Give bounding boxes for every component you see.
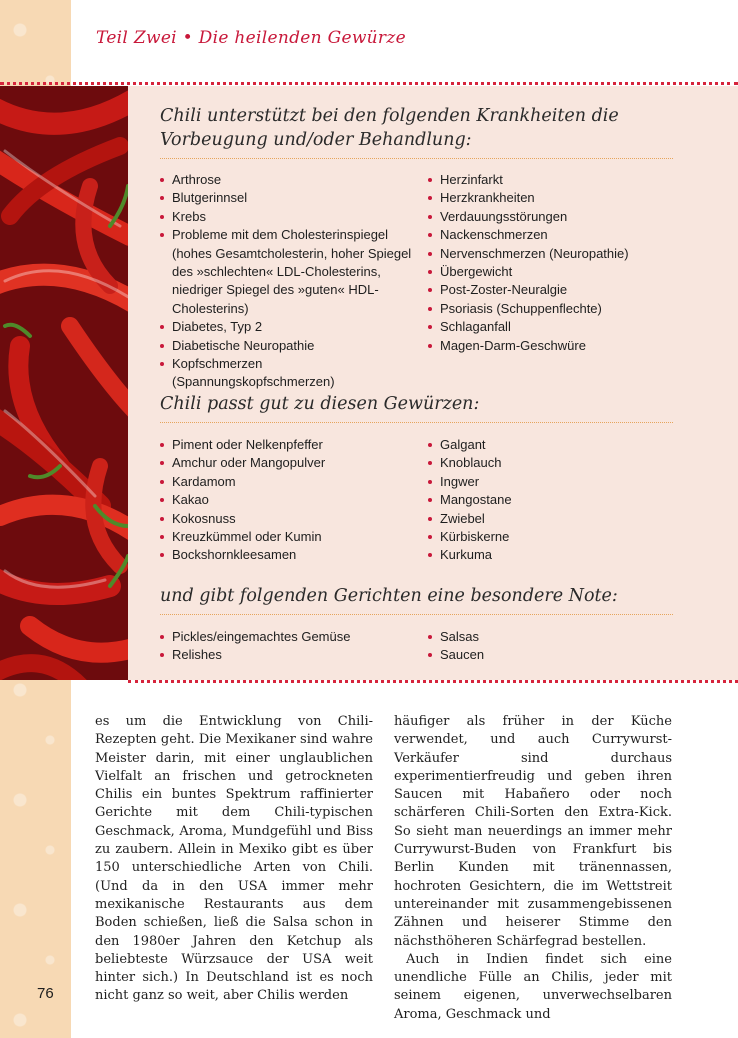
list-item: Kokosnuss (160, 510, 412, 528)
spice-list-right (428, 436, 708, 565)
list-item: Herzkrankheiten (428, 189, 708, 207)
dish-list-left (160, 628, 412, 665)
body-column-left (95, 713, 373, 1006)
body-paragraph: Auch in Indien findet sich eine unendliche Fülle an Chilis, jeder mit seinem eigenen, unverwechselbaren Aroma, Geschmack und (394, 951, 672, 1022)
top-dotted-rule (0, 82, 738, 85)
list-item: Nackenschmerzen (428, 226, 708, 244)
dish-list-right (428, 628, 708, 665)
list-item: Kürbiskerne (428, 528, 708, 546)
section-heading-spices: Chili passt gut zu diesen Gewürzen: (160, 394, 480, 414)
list-item: Schlaganfall (428, 318, 708, 336)
spice-list-left (160, 436, 412, 565)
list-item: Galgant (428, 436, 708, 454)
list-item: Kurkuma (428, 546, 708, 564)
list-item: Magen-Darm-Geschwüre (428, 337, 708, 355)
list-item: Pickles/eingemachtes Gemüse (160, 628, 412, 646)
dotted-rule (160, 422, 673, 423)
list-item: Salsas (428, 628, 708, 646)
list-item: Post-Zoster-Neuralgie (428, 281, 708, 299)
disease-list-left (160, 171, 412, 392)
body-column-right (394, 713, 672, 1024)
chili-peppers-image (0, 86, 128, 680)
list-item: Diabetes, Typ 2 (160, 318, 412, 336)
list-item: Diabetische Neuropathie (160, 337, 412, 355)
list-item: Probleme mit dem Cholesterinspiegel (hohes Gesamtcholesterin, hoher Spiegel des »schlechten« LDL-Cholesterins, niedriger Spiegel des »guten« HDL-Cholesterins) (160, 226, 412, 318)
body-paragraph: häufiger als früher in der Küche verwendet, und auch Currywurst-Verkäufer sind durchaus experimentierfreudig und geben ihren Saucen mit Habañero oder noch schärferen Chili-Sorten den Extra-Kick. So sieht man neuerdings an immer mehr Currywurst-Buden von Frankfurt bis Berlin Kunden mit tränennassen, hochroten Gesichtern, die im Wettstreit untereinander mit zusammengebissenen Zähnen und heiserer Stimme den nächsthöheren Schärfegrad bestellen. (394, 714, 672, 949)
list-item: Herzinfarkt (428, 171, 708, 189)
section-heading-diseases: Chili unterstützt bei den folgenden Krankheiten die Vorbeugung und/oder Behandlung: (160, 106, 619, 150)
list-item: Kardamom (160, 473, 412, 491)
list-item: Übergewicht (428, 263, 708, 281)
list-item: Nervenschmerzen (Neuropathie) (428, 245, 708, 263)
list-item: Amchur oder Mangopulver (160, 454, 412, 472)
page-number: 76 (37, 985, 54, 1002)
list-item: Mangostane (428, 491, 708, 509)
body-paragraph: es um die Entwicklung von Chili-Rezepten geht. Die Mexikaner sind wahre Meister darin, mit einer unglaublichen Vielfalt an frischen und getrockneten Chilis ein buntes Spektrum raffinierter Gerichte mit dem Chili-typischen Geschmack, Aroma, Mundgefühl und Biss zu zaubern. Allein in Mexiko gibt es über 150 unterschiedliche Arten von Chili. (Und da in den USA immer mehr mexikanische Restaurants aus dem Boden schießen, ließ die Salsa schon in den 1980er Jahren den Ketchup als beliebteste Würzsauce der USA weit hinter sich.) In Deutschland ist es noch nicht ganz so weit, aber Chilis werden (95, 714, 373, 1004)
list-item: Bockshornkleesamen (160, 546, 412, 564)
list-item: Kreuzkümmel oder Kumin (160, 528, 412, 546)
list-item: Zwiebel (428, 510, 708, 528)
list-item: Blutgerinnsel (160, 189, 412, 207)
list-item: Arthrose (160, 171, 412, 189)
dotted-rule (160, 158, 673, 159)
list-item: Piment oder Nelkenpfeffer (160, 436, 412, 454)
list-item: Krebs (160, 208, 412, 226)
disease-list-right (428, 171, 708, 355)
list-item: Relishes (160, 646, 412, 664)
list-item: Kakao (160, 491, 412, 509)
bottom-dotted-rule (128, 680, 738, 683)
list-item: Verdauungsstörungen (428, 208, 708, 226)
section-heading-dishes: und gibt folgenden Gerichten eine besondere Note: (160, 586, 618, 606)
running-header: Teil Zwei • Die heilenden Gewürze (96, 28, 406, 48)
list-item: Kopfschmerzen (Spannungskopfschmerzen) (160, 355, 412, 392)
list-item: Psoriasis (Schuppenflechte) (428, 300, 708, 318)
list-item: Knoblauch (428, 454, 708, 472)
list-item: Ingwer (428, 473, 708, 491)
list-item: Saucen (428, 646, 708, 664)
chili-info-box (128, 86, 738, 680)
dotted-rule (160, 614, 673, 615)
